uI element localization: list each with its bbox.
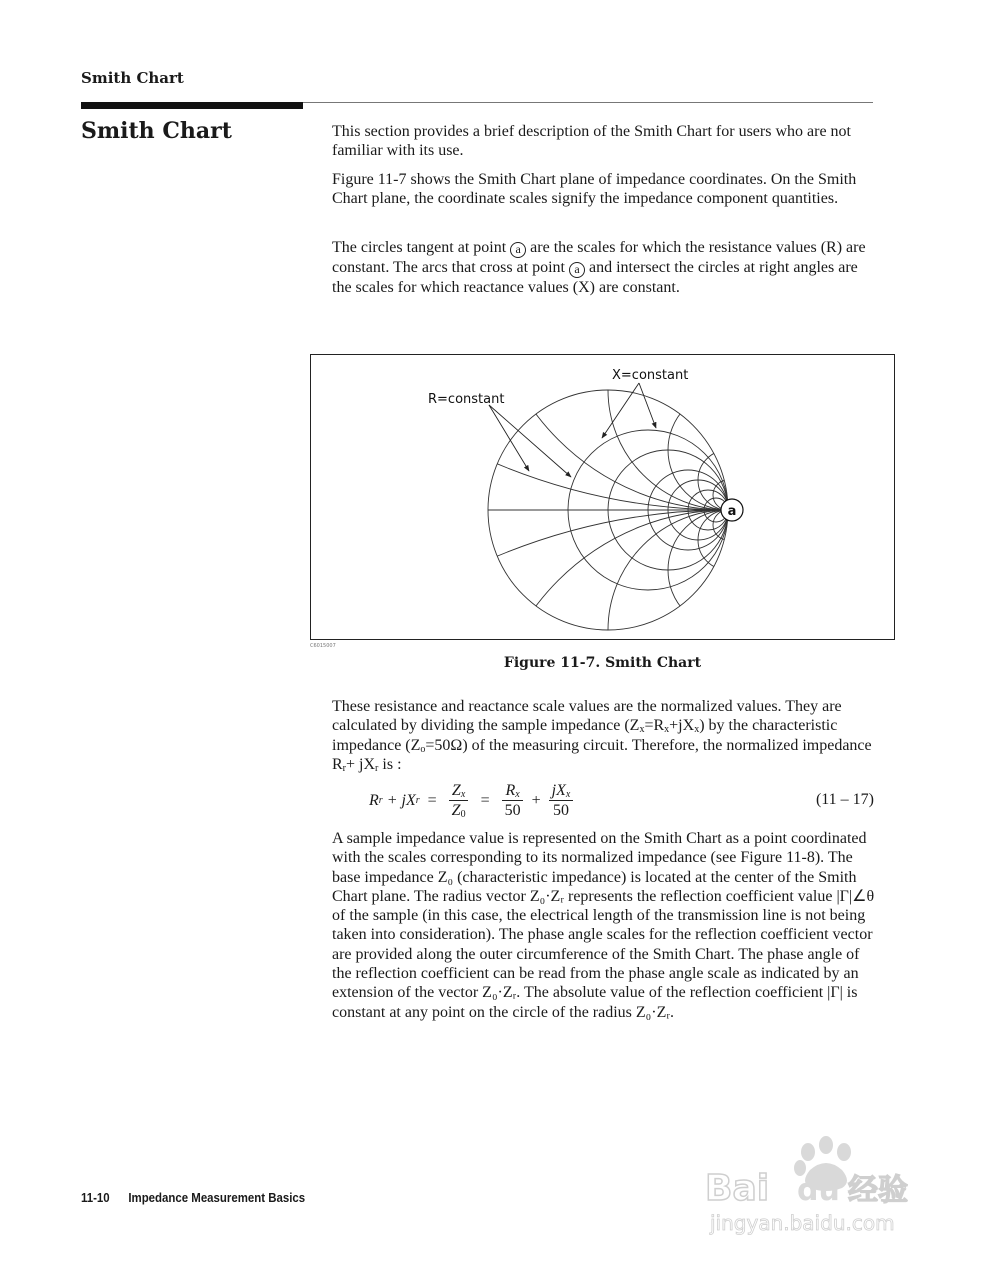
eq-lhs-x-sub: r — [415, 795, 420, 806]
p4-part-e: =50Ω) of the measuring circuit. Therefore, the normalized impedance R — [332, 736, 872, 773]
smith-chart-diagram — [311, 355, 894, 639]
eq-equals-2: = — [480, 792, 490, 809]
equation-11-17 — [332, 778, 877, 824]
f3-den: 50 — [552, 801, 569, 819]
eq-plus: + — [531, 792, 541, 809]
chapter-title: Impedance Measurement Basics — [128, 1190, 306, 1205]
intro-paragraph — [332, 122, 877, 161]
p4-part-b: =R — [644, 717, 665, 735]
watermark-bai: Bai — [705, 1168, 770, 1209]
f3-num: jX — [551, 781, 566, 799]
reactance-arcs — [311, 355, 894, 639]
watermark-du: du — [797, 1173, 840, 1208]
eq-lhs-r: R — [369, 792, 379, 809]
p3-part-c: and intersect the circles at right angles are the scales for which reactance values (X) are constant. — [332, 259, 858, 296]
paragraph-4 — [332, 697, 877, 774]
watermark-url: jingyan.baidu.com — [710, 1211, 895, 1235]
header-rule-thin — [303, 102, 873, 103]
label-point-a: a — [727, 504, 737, 519]
figure-reference-paragraph — [332, 170, 877, 209]
eq-lhs-x: X — [405, 792, 416, 809]
equation-number: (11 – 17) — [815, 791, 874, 808]
sub-r-2: r — [375, 762, 379, 774]
equation-expression — [369, 778, 577, 824]
p3-part-a: The circles tangent at point — [332, 239, 511, 256]
p3-part-b: are the scales for which the resistance values (R) are constant. The arcs that cross at point — [332, 239, 866, 276]
running-head: Smith Chart — [81, 69, 184, 87]
label-r-constant: R=constant — [428, 392, 505, 407]
fraction-jxx-50 — [549, 782, 574, 821]
page-number: 11-10 — [81, 1190, 110, 1205]
scales-paragraph — [332, 238, 877, 297]
point-a-symbol-2: a — [569, 262, 585, 278]
point-a-symbol: a — [510, 242, 526, 258]
sub-r-1: r — [342, 762, 347, 774]
fraction-zx-z0 — [449, 782, 469, 821]
baidu-paw-logo — [700, 1130, 940, 1240]
f1-den: Z — [451, 801, 461, 819]
p4-part-a: These resistance and reactance scale values are the normalized values. They are calculated by dividing the sample impedance (Z — [332, 698, 842, 735]
normalization-paragraph — [332, 697, 877, 774]
f1-den-sub: 0 — [460, 808, 466, 820]
smith-chart-figure — [310, 354, 895, 640]
sub-o: o — [420, 743, 426, 755]
f1-num: Z — [451, 781, 461, 799]
fraction-rx-50 — [502, 782, 524, 821]
paragraph-3 — [332, 238, 877, 297]
f2-den: 50 — [504, 801, 521, 819]
watermark-jingyan: 经验 — [848, 1173, 908, 1208]
baidu-watermark — [700, 1130, 940, 1240]
header-rule-thick — [81, 102, 303, 109]
sub-x-3: x — [694, 724, 700, 736]
p4-part-g: is : — [378, 755, 402, 773]
p4-part-d: ) by the characteristic impedance (Z — [332, 717, 838, 754]
paragraph-1: This section provides a brief description of the Smith Chart for users who are not familiar with its use. — [332, 123, 851, 160]
p4-part-f: + jX — [346, 755, 376, 773]
sub-x-1: x — [639, 724, 645, 736]
p4-part-c: +jX — [669, 717, 695, 735]
f1-num-sub: x — [460, 788, 466, 800]
eq-equals-1: = — [427, 792, 437, 809]
figure-caption: Figure 11-7. Smith Chart — [503, 655, 702, 671]
section-title: Smith Chart — [81, 118, 232, 144]
reflection-paragraph — [332, 829, 877, 1022]
paragraph-2: Figure 11-7 shows the Smith Chart plane of impedance coordinates. On the Smith Chart plane, the coordinate scales signify the impedance component quantities. — [332, 171, 857, 208]
f2-num-sub: x — [515, 788, 520, 800]
label-x-constant: X=constant — [612, 368, 689, 383]
eq-lhs-r-sub: r — [378, 795, 383, 806]
paragraph-5: A sample impedance value is represented on the Smith Chart as a point coordinated with the scales corresponding to its normalized impedance (see Figure 11-8). The base impedance Z₀ (characteristic impedance) is located at the center of the Smith Chart plane. The radius vector Z₀·Zᵣ represents the reflection coefficient value |Γ|∠θ of the sample (in this case, the electrical length of the transmission line is not being taken into consideration). The phase angle scales for the reflection coefficient vector are provided along the outer circumference of the Smith Chart. The phase angle of the reflection coefficient can be read from the phase angle scale as indicated by an extension of the vector Z₀·Zᵣ. The absolute value of the reflection coefficient |Γ| is constant at any point on the circle of the radius Z₀·Zᵣ. — [332, 830, 875, 1021]
figure-code: C6015007 — [310, 643, 336, 649]
sub-x-2: x — [664, 724, 670, 736]
f3-num-sub: x — [565, 788, 571, 800]
page-footer — [81, 1190, 305, 1205]
f2-num: R — [505, 781, 516, 799]
eq-lhs-plus: + j — [382, 792, 406, 809]
